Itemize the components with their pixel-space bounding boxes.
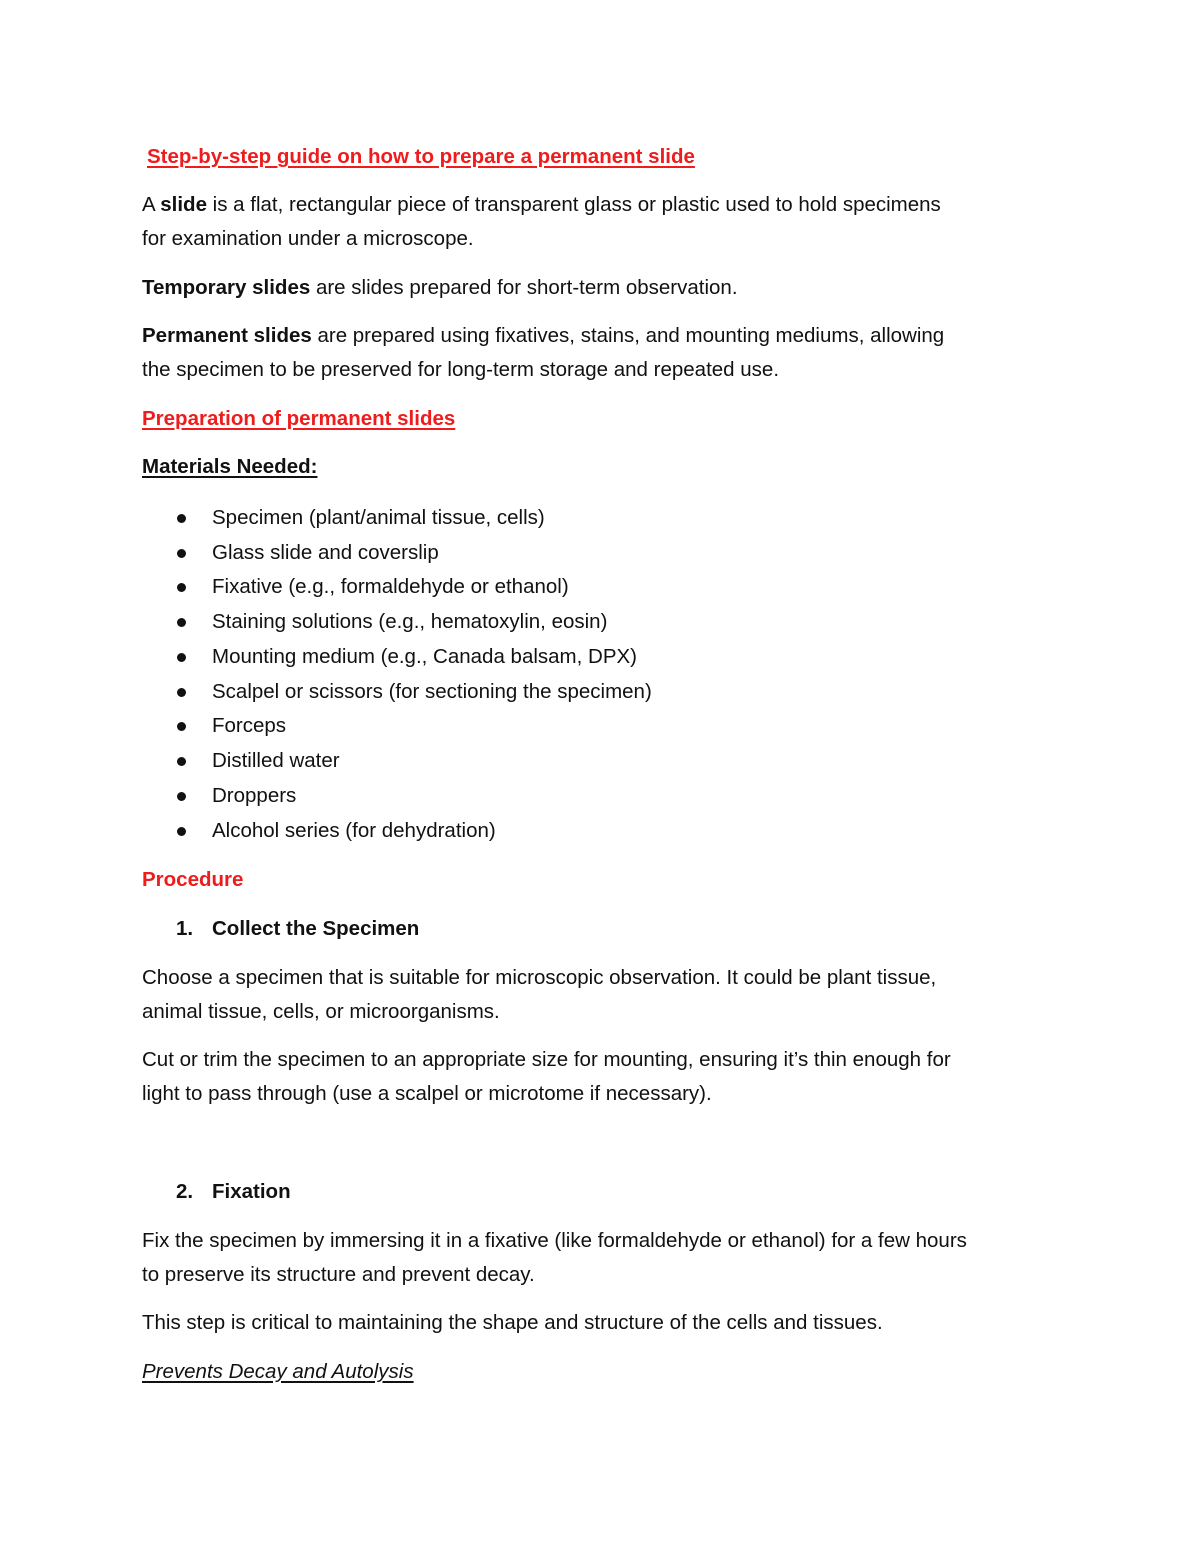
section-heading: Preparation of permanent slides — [142, 407, 456, 430]
permanent-slides-definition-line2: the specimen to be preserved for long-term storage and repeated use. — [142, 358, 780, 381]
bullet-icon — [177, 827, 186, 836]
step-text: Choose a specimen that is suitable for microscopic observation. It could be plant tissue, — [142, 966, 937, 989]
procedure-heading: Procedure — [142, 868, 244, 891]
step-text: Fix the specimen by immersing it in a fixative (like formaldehyde or ethanol) for a few hours — [142, 1229, 967, 1252]
text-run: are prepared using fixatives, stains, and mounting mediums, allowing — [311, 324, 945, 347]
step-title: Fixation — [212, 1180, 291, 1203]
materials-heading: Materials Needed: — [142, 455, 318, 478]
step-text: animal tissue, cells, or microorganisms. — [142, 1000, 500, 1023]
step-number: 2. — [176, 1180, 194, 1203]
bullet-icon — [177, 757, 186, 766]
term-slide: slide — [160, 193, 207, 216]
slide-definition-line1 — [142, 192, 941, 218]
bullet-icon — [177, 722, 186, 731]
list-item: Alcohol series (for dehydration) — [212, 819, 496, 842]
step-number: 1. — [176, 917, 194, 940]
step-title: Collect the Specimen — [212, 917, 420, 940]
list-item: Mounting medium (e.g., Canada balsam, DPX) — [212, 645, 638, 668]
list-item: Scalpel or scissors (for sectioning the specimen) — [212, 680, 652, 703]
text-run: A — [142, 193, 161, 216]
step-text: This step is critical to maintaining the shape and structure of the cells and tissues. — [142, 1311, 883, 1334]
temporary-slides-definition — [142, 275, 738, 301]
step-text: to preserve its structure and prevent decay. — [142, 1263, 535, 1286]
term-temporary-slides: Temporary slides — [142, 276, 311, 299]
bullet-icon — [177, 653, 186, 662]
bullet-icon — [177, 549, 186, 558]
bullet-icon — [177, 792, 186, 801]
list-item: Specimen (plant/animal tissue, cells) — [212, 506, 545, 529]
slide-definition-line2: for examination under a microscope. — [142, 227, 474, 250]
bullet-icon — [177, 618, 186, 627]
text-run: is a flat, rectangular piece of transparent glass or plastic used to hold specimens — [206, 193, 941, 216]
step-text: Cut or trim the specimen to an appropriate size for mounting, ensuring it’s thin enough for — [142, 1048, 951, 1071]
step-text: light to pass through (use a scalpel or microtome if necessary). — [142, 1082, 712, 1105]
subheading: Prevents Decay and Autolysis — [142, 1360, 414, 1383]
list-item: Glass slide and coverslip — [212, 541, 439, 564]
bullet-icon — [177, 688, 186, 697]
permanent-slides-definition-line1 — [142, 323, 944, 349]
list-item: Droppers — [212, 784, 297, 807]
list-item: Distilled water — [212, 749, 340, 772]
term-permanent-slides: Permanent slides — [142, 324, 312, 347]
bullet-icon — [177, 514, 186, 523]
list-item: Forceps — [212, 714, 287, 737]
bullet-icon — [177, 583, 186, 592]
list-item: Fixative (e.g., formaldehyde or ethanol) — [212, 575, 569, 598]
text-run: are slides prepared for short-term observation. — [310, 276, 738, 299]
page-title: Step-by-step guide on how to prepare a permanent slide — [147, 145, 695, 168]
list-item: Staining solutions (e.g., hematoxylin, eosin) — [212, 610, 608, 633]
